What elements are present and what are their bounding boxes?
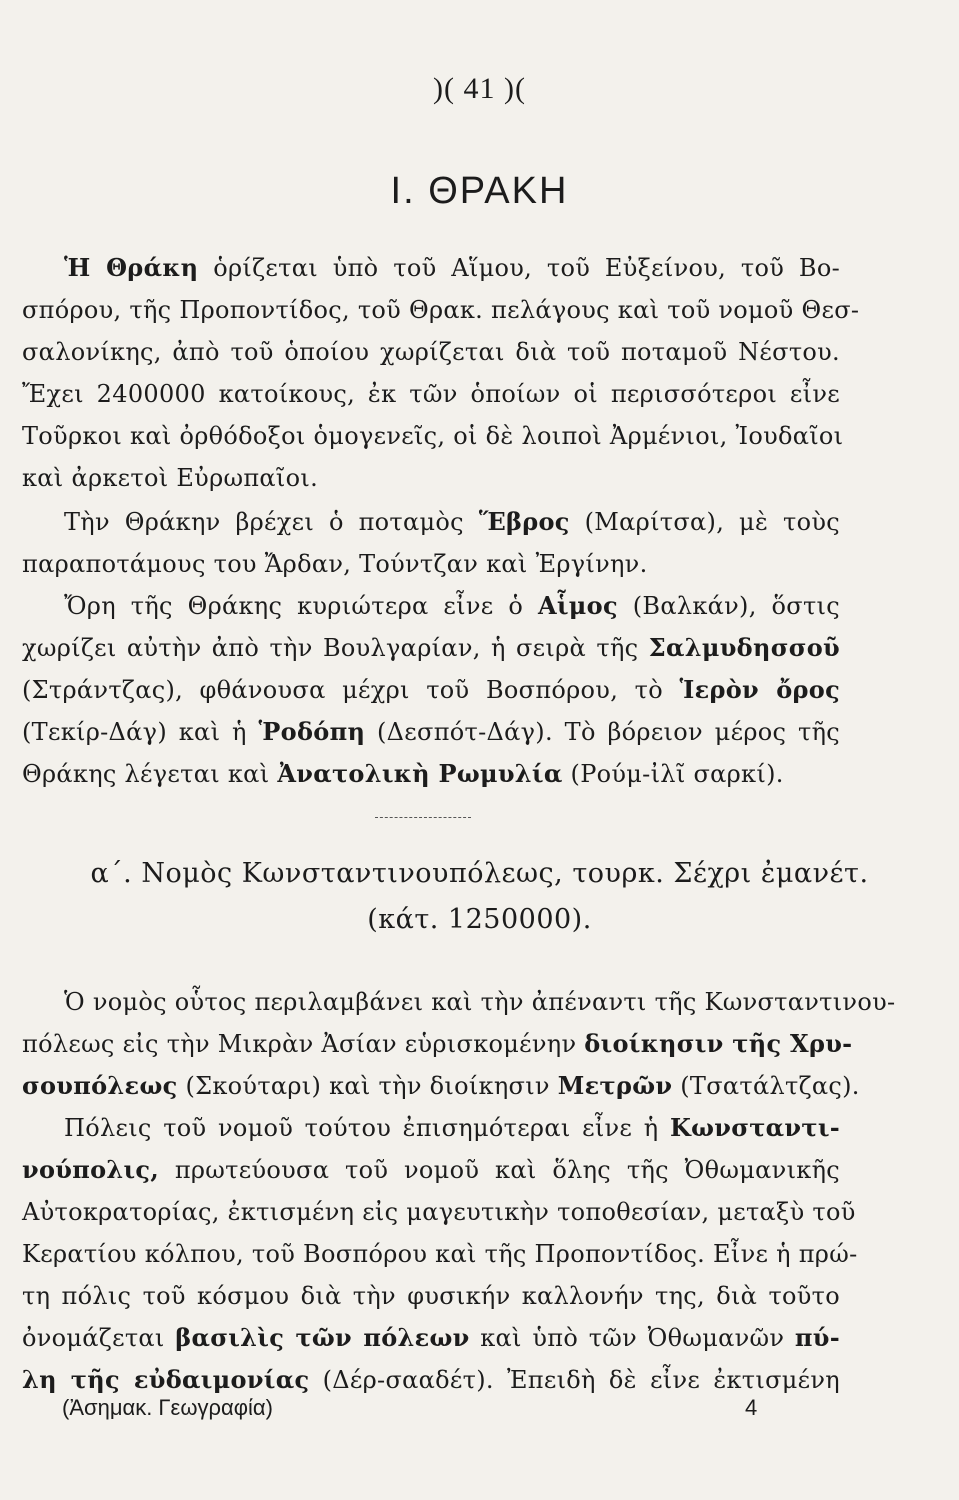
text-line: καὶ ἀρκετοὶ Εὐρωπαῖοι. [22, 464, 319, 492]
text-line: Ἔχει 2400000 κατοίκους, ἐκ τῶν ὁποίων οἱ περισσότεροι εἶνε [22, 380, 840, 408]
text-line: σπόρου, τῆς Προποντίδος, τοῦ Θρακ. πελάγους καὶ τοῦ νομοῦ Θεσ- [22, 296, 860, 324]
text-line: Ἡ Θράκη ὁρίζεται ὑπὸ τοῦ Αἵμου, τοῦ Εὐξείνου, τοῦ Βο- [64, 253, 841, 282]
text-line: Αὐτοκρατορίας, ἐκτισμένη εἰς μαγευτικὴν τοποθεσίαν, μεταξὺ τοῦ [22, 1198, 856, 1226]
text-line: σαλονίκης, ἀπὸ τοῦ ὁποίου χωρίζεται διὰ τοῦ ποταμοῦ Νέστου. [22, 338, 840, 366]
footer-signature-mark: 4 [745, 1395, 758, 1420]
page-number: )( 41 )( [433, 72, 526, 105]
section-subtitle: (κάτ. 1250000). [367, 904, 592, 935]
footer-source: (Ἀσημακ. Γεωγραφία) [62, 1395, 273, 1420]
text-line: παραποτάμους του Ἄρδαν, Τούντζαν καὶ Ἐργίνην. [22, 550, 648, 578]
text-line: ὀνομάζεται βασιλὶς τῶν πόλεων καὶ ὑπὸ τῶν Ὀθωμανῶν πύ- [22, 1323, 840, 1352]
text-line: (Τεκίρ-Δάγ) καὶ ἡ Ῥοδόπη (Δεσπότ-Δάγ). Τὸ βόρειον μέρος τῆς [22, 717, 840, 746]
text-line: τη πόλις τοῦ κόσμου διὰ τὴν φυσικήν καλλονήν της, διὰ τοῦτο [22, 1282, 840, 1310]
text-line: Ὄρη τῆς Θράκης κυριώτερα εἶνε ὁ Αἷμος (Βαλκάν), ὅστις [64, 591, 840, 620]
text-line: νούπολις, πρωτεύουσα τοῦ νομοῦ καὶ ὅλης τῆς Ὀθωμανικῆς [22, 1155, 840, 1184]
text-line: Κερατίου κόλπου, τοῦ Βοσπόρου καὶ τῆς Προποντίδος. Εἶνε ἡ πρώ- [22, 1240, 858, 1268]
chapter-title: Ι. ΘΡΑΚΗ [390, 170, 569, 212]
text-line: χωρίζει αὐτὴν ἀπὸ τὴν Βουλγαρίαν, ἡ σειρὰ τῆς Σαλμυδησσοῦ [22, 633, 840, 662]
section-divider [375, 817, 471, 822]
text-line: Ὁ νομὸς οὗτος περιλαμβάνει καὶ τὴν ἀπέναντι τῆς Κωνσταντινου- [64, 988, 896, 1016]
text-line: σουπόλεως (Σκούταρι) καὶ τὴν διοίκησιν Μετρῶν (Τσατάλτζας). [22, 1071, 860, 1100]
section-title: α΄. Νομὸς Κωνσταντινουπόλεως, τουρκ. Σέχρι ἐμανέτ. [90, 858, 869, 889]
text-line: Τοῦρκοι καὶ ὀρθόδοξοι ὁμογενεῖς, οἱ δὲ λοιποὶ Ἀρμένιοι, Ἰουδαῖοι [22, 422, 844, 450]
text-line: Πόλεις τοῦ νομοῦ τούτου ἐπισημότεραι εἶνε ἡ Κωνσταντι- [64, 1113, 840, 1142]
text-line: Τὴν Θράκην βρέχει ὁ ποταμὸς Ἕβρος (Μαρίτσα), μὲ τοὺς [64, 507, 840, 536]
text-line: πόλεως εἰς τὴν Μικρὰν Ἀσίαν εὑρισκομένην διοίκησιν τῆς Χρυ- [22, 1029, 853, 1058]
text-line: Θράκης λέγεται καὶ Ἀνατολικὴ Ρωμυλία (Ρούμ-ἰλῖ σαρκί). [22, 759, 784, 788]
text-line: (Στράντζας), φθάνουσα μέχρι τοῦ Βοσπόρου, τὸ Ἱερὸν ὄρος [22, 675, 841, 704]
text-line: λη τῆς εὐδαιμονίας (Δέρ-σααδέτ). Ἐπειδὴ δὲ εἶνε ἐκτισμένη [22, 1365, 840, 1394]
